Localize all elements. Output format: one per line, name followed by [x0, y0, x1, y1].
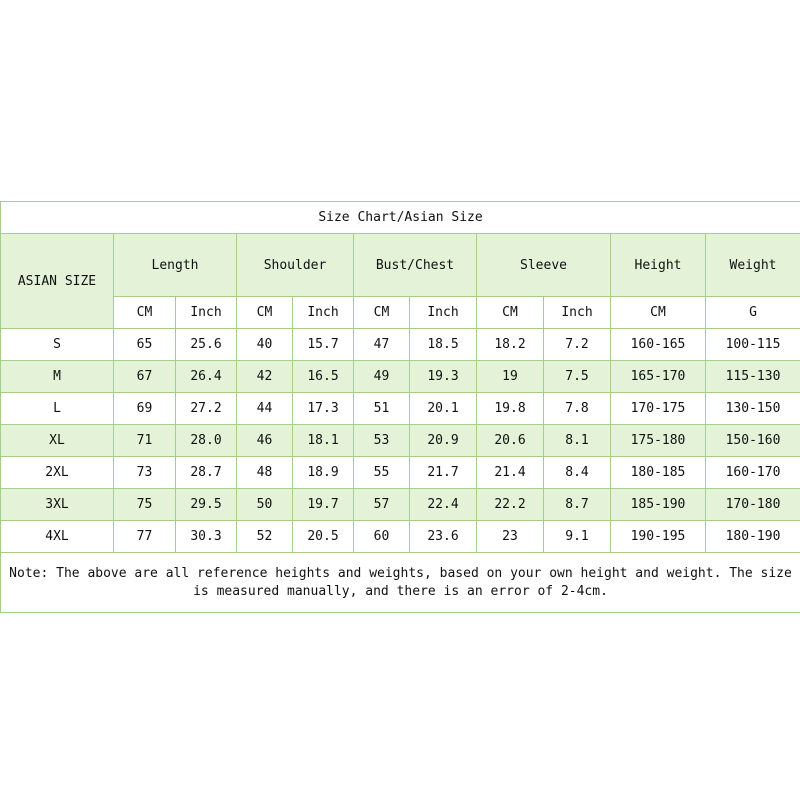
- table-cell: 20.1: [410, 393, 477, 425]
- table-row: [1, 393, 800, 425]
- table-cell: 16.5: [293, 361, 354, 393]
- table-cell: 7.8: [544, 393, 611, 425]
- table-cell: 48: [237, 457, 293, 489]
- table-cell: 190-195: [611, 521, 706, 553]
- header-shoulder: Shoulder: [237, 234, 354, 297]
- unit-sleeve-cm: CM: [477, 297, 544, 329]
- table-row: [1, 489, 800, 521]
- size-rows: [1, 329, 800, 553]
- size-label-cell: XL: [1, 425, 114, 457]
- table-row: [1, 361, 800, 393]
- unit-length-cm: CM: [114, 297, 176, 329]
- table-cell: 19.8: [477, 393, 544, 425]
- table-cell: 8.7: [544, 489, 611, 521]
- table-cell: 150-160: [706, 425, 800, 457]
- unit-weight-g: G: [706, 297, 800, 329]
- size-label-cell: 2XL: [1, 457, 114, 489]
- table-cell: 71: [114, 425, 176, 457]
- table-cell: 130-150: [706, 393, 800, 425]
- table-cell: 185-190: [611, 489, 706, 521]
- table-cell: 18.5: [410, 329, 477, 361]
- table-cell: 7.2: [544, 329, 611, 361]
- header-bust-chest: Bust/Chest: [354, 234, 477, 297]
- table-cell: 180-185: [611, 457, 706, 489]
- table-cell: 7.5: [544, 361, 611, 393]
- table-cell: 25.6: [176, 329, 237, 361]
- unit-bust-inch: Inch: [410, 297, 477, 329]
- table-row: [1, 521, 800, 553]
- table-cell: 75: [114, 489, 176, 521]
- table-cell: 44: [237, 393, 293, 425]
- header-asian-size: ASIAN SIZE: [1, 234, 114, 329]
- unit-bust-cm: CM: [354, 297, 410, 329]
- table-cell: 8.4: [544, 457, 611, 489]
- table-cell: 170-175: [611, 393, 706, 425]
- table-cell: 57: [354, 489, 410, 521]
- table-cell: 28.7: [176, 457, 237, 489]
- table-cell: 22.4: [410, 489, 477, 521]
- table-cell: 28.0: [176, 425, 237, 457]
- table-cell: 49: [354, 361, 410, 393]
- table-cell: 165-170: [611, 361, 706, 393]
- table-cell: 8.1: [544, 425, 611, 457]
- table-cell: 19: [477, 361, 544, 393]
- size-label-cell: 4XL: [1, 521, 114, 553]
- chart-title: Size Chart/Asian Size: [1, 202, 800, 234]
- table-cell: 60: [354, 521, 410, 553]
- table-cell: 21.7: [410, 457, 477, 489]
- table-cell: 29.5: [176, 489, 237, 521]
- size-label-cell: 3XL: [1, 489, 114, 521]
- table-cell: 20.9: [410, 425, 477, 457]
- table-cell: 51: [354, 393, 410, 425]
- table-cell: 69: [114, 393, 176, 425]
- table-cell: 160-170: [706, 457, 800, 489]
- table-cell: 27.2: [176, 393, 237, 425]
- table-cell: 23.6: [410, 521, 477, 553]
- table-cell: 160-165: [611, 329, 706, 361]
- table-cell: 18.2: [477, 329, 544, 361]
- table-cell: 55: [354, 457, 410, 489]
- table-cell: 100-115: [706, 329, 800, 361]
- table-cell: 21.4: [477, 457, 544, 489]
- header-length: Length: [114, 234, 237, 297]
- table-cell: 65: [114, 329, 176, 361]
- table-cell: 30.3: [176, 521, 237, 553]
- table-cell: 40: [237, 329, 293, 361]
- table-cell: 20.6: [477, 425, 544, 457]
- table-cell: 22.2: [477, 489, 544, 521]
- table-cell: 77: [114, 521, 176, 553]
- unit-sleeve-inch: Inch: [544, 297, 611, 329]
- table-cell: 170-180: [706, 489, 800, 521]
- size-chart-table: [0, 201, 800, 613]
- table-cell: 20.5: [293, 521, 354, 553]
- table-row: [1, 457, 800, 489]
- table-cell: 19.7: [293, 489, 354, 521]
- table-cell: 15.7: [293, 329, 354, 361]
- unit-length-inch: Inch: [176, 297, 237, 329]
- table-cell: 46: [237, 425, 293, 457]
- table-cell: 50: [237, 489, 293, 521]
- size-label-cell: L: [1, 393, 114, 425]
- table-cell: 115-130: [706, 361, 800, 393]
- table-cell: 175-180: [611, 425, 706, 457]
- unit-shoulder-inch: Inch: [293, 297, 354, 329]
- table-cell: 53: [354, 425, 410, 457]
- table-cell: 73: [114, 457, 176, 489]
- table-cell: 42: [237, 361, 293, 393]
- size-note: Note: The above are all reference heights and weights, based on your own height and weight. The size is measured manually, and there is an error of 2-4cm.: [1, 553, 800, 613]
- unit-height-cm: CM: [611, 297, 706, 329]
- size-label-cell: S: [1, 329, 114, 361]
- table-cell: 23: [477, 521, 544, 553]
- header-sleeve: Sleeve: [477, 234, 611, 297]
- table-row: [1, 329, 800, 361]
- table-cell: 67: [114, 361, 176, 393]
- table-cell: 180-190: [706, 521, 800, 553]
- table-cell: 17.3: [293, 393, 354, 425]
- table-cell: 18.9: [293, 457, 354, 489]
- header-height: Height: [611, 234, 706, 297]
- table-cell: 18.1: [293, 425, 354, 457]
- table-cell: 47: [354, 329, 410, 361]
- unit-shoulder-cm: CM: [237, 297, 293, 329]
- table-cell: 52: [237, 521, 293, 553]
- table-cell: 26.4: [176, 361, 237, 393]
- header-weight: Weight: [706, 234, 800, 297]
- table-cell: 19.3: [410, 361, 477, 393]
- size-label-cell: M: [1, 361, 114, 393]
- table-cell: 9.1: [544, 521, 611, 553]
- table-row: [1, 425, 800, 457]
